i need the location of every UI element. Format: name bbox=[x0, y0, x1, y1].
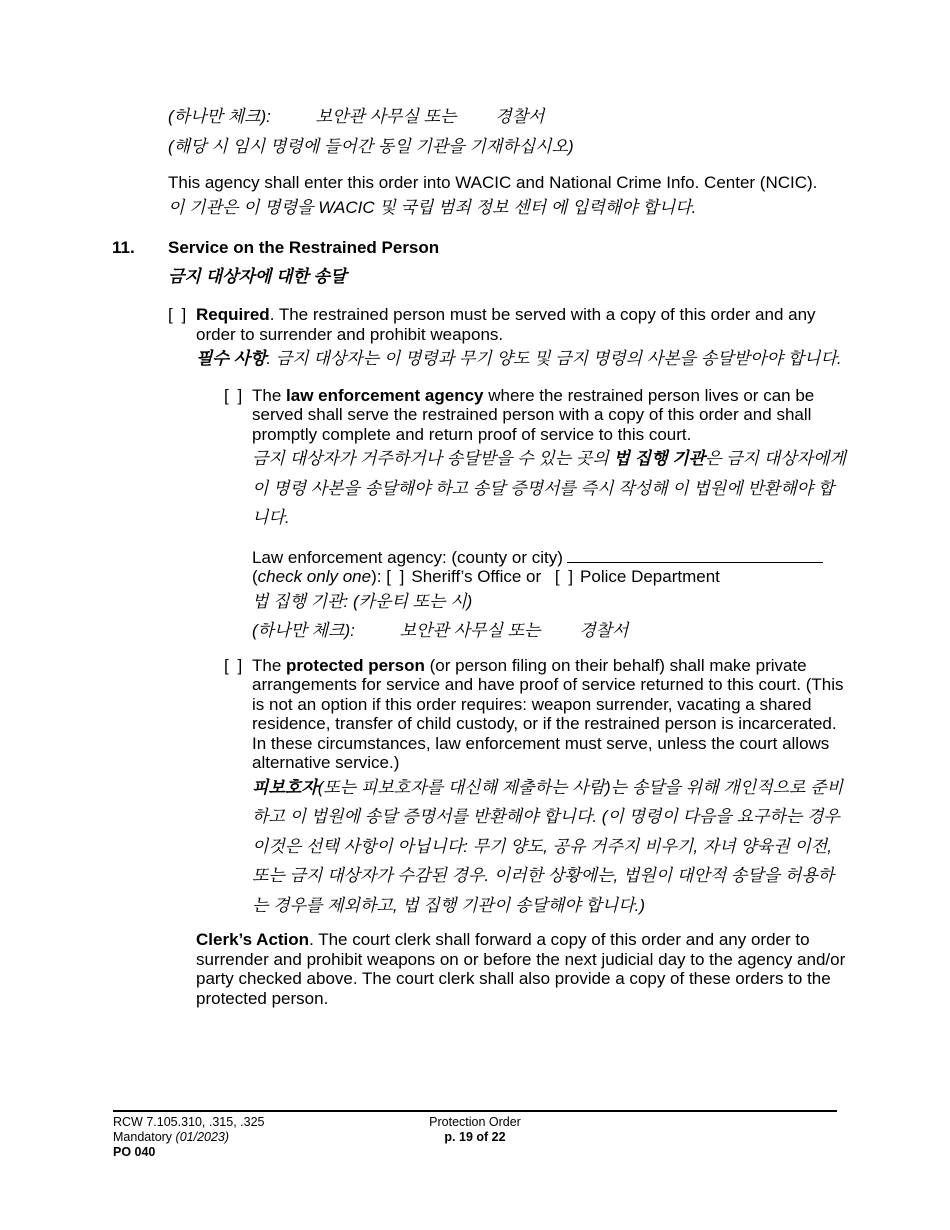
le-bold: law enforcement agency bbox=[286, 385, 484, 405]
agency-name-line bbox=[252, 547, 850, 568]
checkbox-protected-person-serves[interactable]: [ ] bbox=[224, 655, 245, 675]
checkbox-law-enforcement-serves[interactable]: [ ] bbox=[224, 385, 245, 405]
footer-rcw-line: RCW 7.105.310, .315, .325 bbox=[113, 1115, 265, 1129]
ko-same-agency-note: (해당 시 임시 명령에 들어간 동일 기관을 기재하십시오) bbox=[168, 136, 574, 156]
section-11-heading bbox=[112, 238, 850, 291]
law-enforcement-serves-ko bbox=[252, 444, 850, 533]
pp-bold: protected person bbox=[286, 655, 425, 675]
required-service-en bbox=[196, 305, 850, 344]
footer-center-block bbox=[113, 1115, 837, 1145]
section-title-en: Service on the Restrained Person bbox=[168, 238, 440, 257]
wacic-entry-sentence-en: This agency shall enter this order into WACIC and National Crime Info. Center (NCIC). bbox=[168, 173, 818, 192]
check-only-pre: ( bbox=[252, 567, 258, 586]
section-number: 11. bbox=[112, 238, 135, 257]
checkbox-sheriffs-office[interactable]: [ ] bbox=[386, 567, 407, 586]
protected-person-serves-en bbox=[252, 656, 850, 773]
le-rest: where the restrained person lives or can be served shall serve the restrained person with a copy of this order and shall promptly complete and return proof of service to this court. bbox=[252, 385, 815, 444]
le-rest-ko: 은 금지 대상자에게 이 명령 사본을 송달해야 하고 송달 증명서를 즉시 작성해 이 법원에 반환해야 합니다. bbox=[252, 449, 846, 527]
page-content bbox=[112, 102, 850, 1008]
law-enforcement-serves-en bbox=[252, 386, 850, 445]
pp-rest-ko: (또는 피보호자를 대신해 제출하는 사람)는 송달을 위해 개인적으로 준비하고 이 법원에 송달 증명서를 반환해야 합니다. (이 명령이 다음을 요구하는 경우 이것은 선택 사항이 아닙니다: 무기 양도, 공유 거주지 비우기, 자녀 양육권 이전, 또는 금지 대상자가 수감된 경우. 이러한 상황에는, 법원이 대안적 송달을 허용하는 경우를 제외하고, 법 집행 기관이 송달해야 합니다.) bbox=[252, 777, 844, 915]
required-service-item bbox=[168, 305, 850, 374]
pp-rest: (or person filing on their behalf) shall make private arrangements for service and have proof of service returned to this court. (This is not an option if this order requires: weapon surrender, vacating a shared residence, transfer of child custody, or if the restrained person is incarcerated. In these circumstances, law enforcement must serve, unless the court allows alternative service.) bbox=[252, 655, 844, 772]
footer-revision-date: (01/2023) bbox=[175, 1130, 230, 1144]
required-label: Required bbox=[196, 305, 270, 324]
footer-form-number: PO 040 bbox=[113, 1145, 156, 1159]
ko-check-prefix-2: (하나만 체크): bbox=[252, 621, 355, 640]
protected-person-serves-ko bbox=[252, 773, 850, 921]
ko-check-prefix: (하나만 체크): bbox=[168, 107, 271, 126]
page-footer bbox=[113, 1110, 837, 1160]
le-pre: The bbox=[252, 385, 287, 405]
agency-name-label: Law enforcement agency: (county or city) bbox=[252, 547, 563, 567]
check-only-one-line bbox=[252, 567, 850, 587]
police-department-label: Police Department bbox=[580, 567, 720, 586]
ko-check-one-line-top bbox=[168, 102, 850, 132]
law-enforcement-serves-text bbox=[252, 386, 850, 533]
le-bold-ko: 법 집행 기관 bbox=[613, 449, 706, 468]
required-service-ko bbox=[196, 344, 850, 374]
checkbox-police-department[interactable]: [ ] bbox=[554, 567, 576, 586]
sheriffs-office-label: Sheriff’s Office or bbox=[411, 567, 542, 586]
agency-fill-in-block bbox=[252, 547, 850, 646]
checkbox-required[interactable]: [ ] bbox=[168, 305, 189, 324]
check-only-italic: check only one bbox=[257, 567, 372, 586]
pp-bold-ko: 피보호자 bbox=[252, 777, 318, 797]
law-enforcement-serves-item bbox=[224, 386, 850, 533]
ko-option-police: 경찰서 bbox=[495, 107, 545, 126]
required-body: . The restrained person must be served with a copy of this order and any order to surrender and prohibit weapons. bbox=[196, 305, 816, 344]
required-body-ko: . 금지 대상자는 이 명령과 무기 양도 및 금지 명령의 사본을 송달받아야 합니다. bbox=[266, 349, 842, 368]
agency-name-line-ko: 법 집행 기관: (카운티 또는 시) bbox=[252, 591, 473, 611]
required-label-ko: 필수 사항 bbox=[196, 349, 267, 368]
ko-check-one-line-agency bbox=[252, 616, 850, 646]
check-only-post: ): bbox=[371, 567, 382, 586]
section-title-group bbox=[168, 238, 439, 291]
section-title-ko: 금지 대상자에 대한 송달 bbox=[168, 266, 347, 286]
footer-page-number: p. 19 of 22 bbox=[444, 1130, 506, 1144]
clerks-action-paragraph bbox=[196, 930, 850, 1008]
footer-form-title: Protection Order bbox=[429, 1115, 521, 1129]
le-pre-ko: 금지 대상자가 거주하거나 송달받을 수 있는 곳의 bbox=[252, 449, 614, 468]
protected-person-serves-text bbox=[252, 656, 850, 921]
clerks-action-label: Clerk’s Action bbox=[196, 930, 310, 949]
ko-option-police-2: 경찰서 bbox=[579, 621, 629, 640]
ko-option-sheriff: 보안관 사무실 또는 bbox=[315, 107, 457, 126]
clerks-action-body: . The court clerk shall forward a copy of this order and any order to surrender and prohibit weapons on or before the next judicial day to the agency and/or party checked above. The court clerk shall also provide a copy of these orders to the protected person. bbox=[196, 930, 846, 1008]
protected-person-serves-item bbox=[224, 656, 850, 921]
agency-name-blank-field[interactable] bbox=[567, 547, 823, 563]
wacic-entry-sentence-ko: 이 기관은 이 명령을 WACIC 및 국립 범죄 정보 센터 에 입력해야 합니다. bbox=[168, 197, 697, 217]
footer-mandatory-text: Mandatory bbox=[113, 1130, 176, 1144]
pp-pre: The bbox=[252, 655, 287, 675]
ko-option-sheriff-2: 보안관 사무실 또는 bbox=[399, 621, 541, 640]
required-service-text bbox=[196, 305, 850, 374]
